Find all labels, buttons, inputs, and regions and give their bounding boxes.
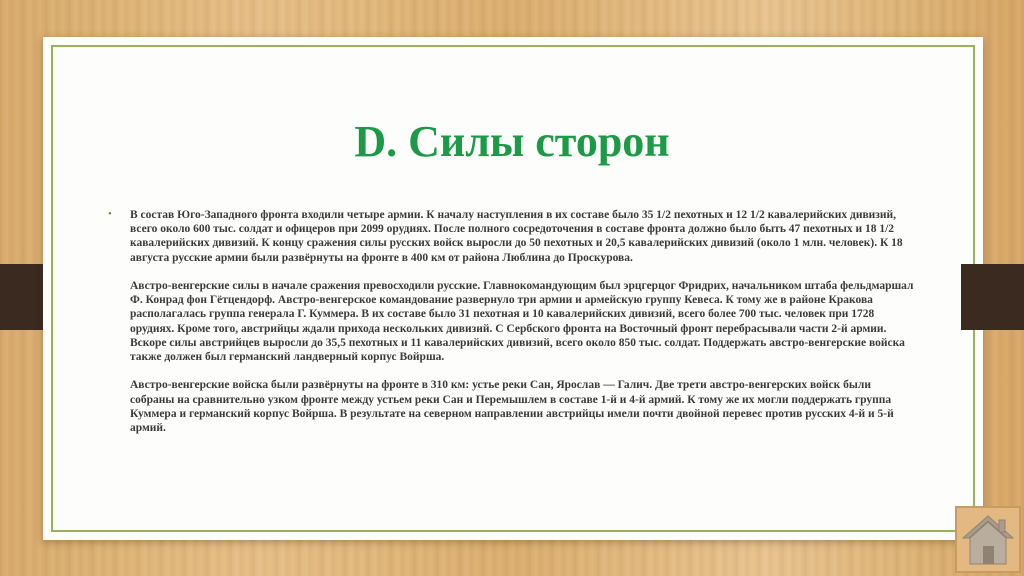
- slide-body: [130, 208, 915, 449]
- bullet-marker: •: [108, 208, 112, 220]
- home-icon: [957, 508, 1019, 571]
- slide-title: D. Силы сторон: [354, 117, 670, 166]
- paragraph-russian-forces: В состав Юго-Западного фронта входили четыре армии. К началу наступления в их составе было 35 1/2 пехотных и 12 1/2 кавалерийских дивизий, всего около 600 тыс. солдат и офицеров при 2099 орудиях. После полного сосредоточения в составе фронта должно было быть 47 пехотных и 18 1/2 кавалерийских дивизий. К концу сражения силы русских войск выросли до 50 пехотных и 20,5 кавалерийских дивизий (около 1 млн. человек). К 18 августа русские армии были развёрнуты на фронте в 400 км от района Люблина до Проскурова.: [130, 209, 903, 264]
- home-button[interactable]: [955, 506, 1021, 573]
- paragraph-austro-hungarian-forces: Австро-венгерские силы в начале сражения превосходили русские. Главнокомандующим был эрцгерцог Фридрих, начальником штаба фельдмаршал Ф. Конрад фон Гётцендорф. Австро-венгерское командование развернуло три армии и армейскую группу Кевеса. К тому же в районе Кракова располагалась группа генерала Г. Куммера. В их составе было 31 пехотная и 10 кавалерийских дивизий, всего более 700 тыс. человек при 1728 орудиях. Кроме того, австрийцы ждали прихода нескольких дивизий. С Сербского фронта на Восточный фронт перебрасывали части 2-й армии. Вскоре силы австрийцев выросли до 35,5 пехотных и 11 кавалерийских дивизий, всего около 850 тыс. солдат. Поддержать австро-венгерские войска также должен был германский ландверный корпус Войрша.: [130, 280, 914, 364]
- decorative-band-right: [961, 264, 1024, 330]
- paragraph-deployment: Австро-венгерские войска были развёрнуты на фронте в 310 км: устье реки Сан, Ярослав — Галич. Две трети австро-венгерских войск были собраны на сравнительно узком фронте между устьем реки Сан и Перемышлем в составе 1-й и 4-й армий. К тому же их могли поддержать группа Куммера и германский корпус Войрша. В результате на северном направлении австрийцы имели почти двойной перевес против русских 4-й и 5-й армий.: [130, 379, 894, 435]
